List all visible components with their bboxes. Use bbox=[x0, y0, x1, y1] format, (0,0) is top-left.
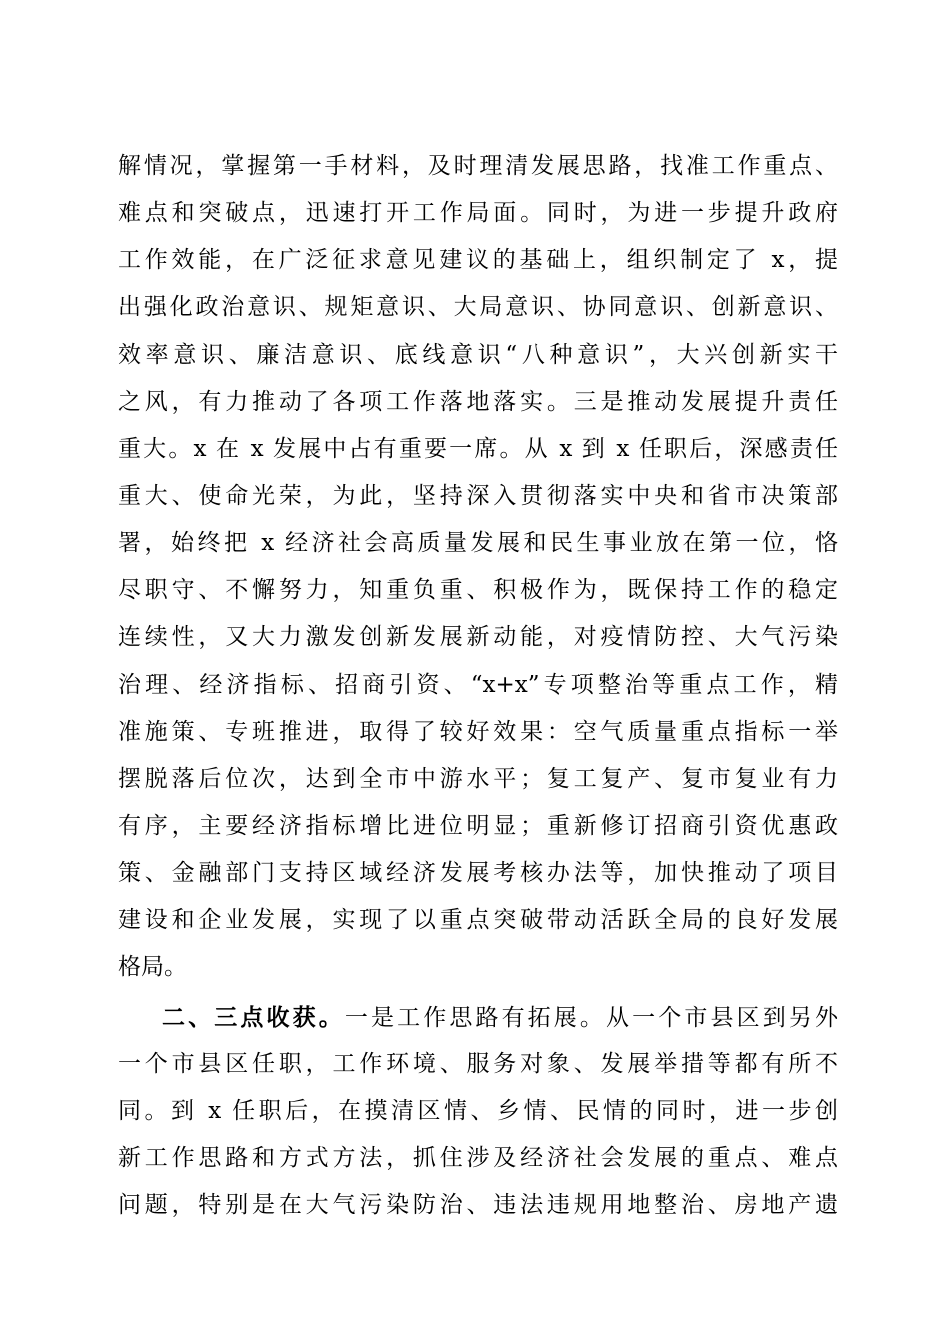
text-line: 难点和突破点，迅速打开工作局面。同时，为进一步提升政府 bbox=[118, 200, 838, 227]
text-line: 有序，主要经济指标增比进位明显；重新修订招商引资优惠政 bbox=[118, 812, 838, 839]
text-line: 同。到 x 任职后，在摸清区情、乡情、民情的同时，进一步创 bbox=[118, 1097, 838, 1124]
document-body bbox=[118, 143, 838, 1229]
text-line: 出强化政治意识、规矩意识、大局意识、协同意识、创新意识、 bbox=[118, 294, 838, 321]
text-line: 重大。x 在 x 发展中占有重要一席。从 x 到 x 任职后，深感责任 bbox=[118, 435, 838, 462]
text-line: 重大、使命光荣，为此，坚持深入贯彻落实中央和省市决策部 bbox=[118, 482, 838, 509]
text-line: 效率意识、廉洁意识、底线意识“八种意识”，大兴创新实干 bbox=[118, 341, 838, 368]
text-line: 解情况，掌握第一手材料，及时理清发展思路，找准工作重点、 bbox=[118, 153, 838, 179]
text-line: 摆脱落后位次，达到全市中游水平；复工复产、复市复业有力 bbox=[118, 765, 838, 792]
text-line: 一个市县区任职，工作环境、服务对象、发展举措等都有所不 bbox=[118, 1050, 838, 1077]
text-line: 尽职守、不懈努力，知重负重、积极作为，既保持工作的稳定 bbox=[118, 577, 838, 604]
paragraph-2 bbox=[118, 994, 838, 1230]
section-heading: 二、三点收获。 bbox=[162, 1003, 345, 1031]
text-line: 之风，有力推动了各项工作落地落实。三是推动发展提升责任 bbox=[118, 388, 838, 415]
text-line: 治理、经济指标、招商引资、“x+x”专项整治等重点工作，精 bbox=[118, 671, 838, 698]
text-line bbox=[118, 994, 838, 1041]
text-line: 连续性，又大力激发创新发展新动能，对疫情防控、大气污染 bbox=[118, 624, 838, 651]
text-line: 建设和企业发展，实现了以重点突破带动活跃全局的良好发展 bbox=[118, 907, 838, 934]
text-line: 工作效能，在广泛征求意见建议的基础上，组织制定了 x，提 bbox=[118, 247, 838, 274]
text-line: 格局。 bbox=[118, 954, 187, 981]
text-line: 问题，特别是在大气污染防治、违法违规用地整治、房地产遗 bbox=[118, 1192, 838, 1219]
text-line: 署，始终把 x 经济社会高质量发展和民生事业放在第一位，恪 bbox=[118, 530, 838, 557]
paragraph-1 bbox=[118, 143, 838, 992]
text-line: 新工作思路和方式方法，抓住涉及经济社会发展的重点、难点 bbox=[118, 1144, 838, 1171]
text-line: 策、金融部门支持区域经济发展考核办法等，加快推动了项目 bbox=[118, 860, 838, 887]
text-line: 准施策、专班推进，取得了较好效果：空气质量重点指标一举 bbox=[118, 718, 838, 745]
section-heading-continuation: 一是工作思路有拓展。从一个市县区到另外 bbox=[344, 1004, 839, 1031]
